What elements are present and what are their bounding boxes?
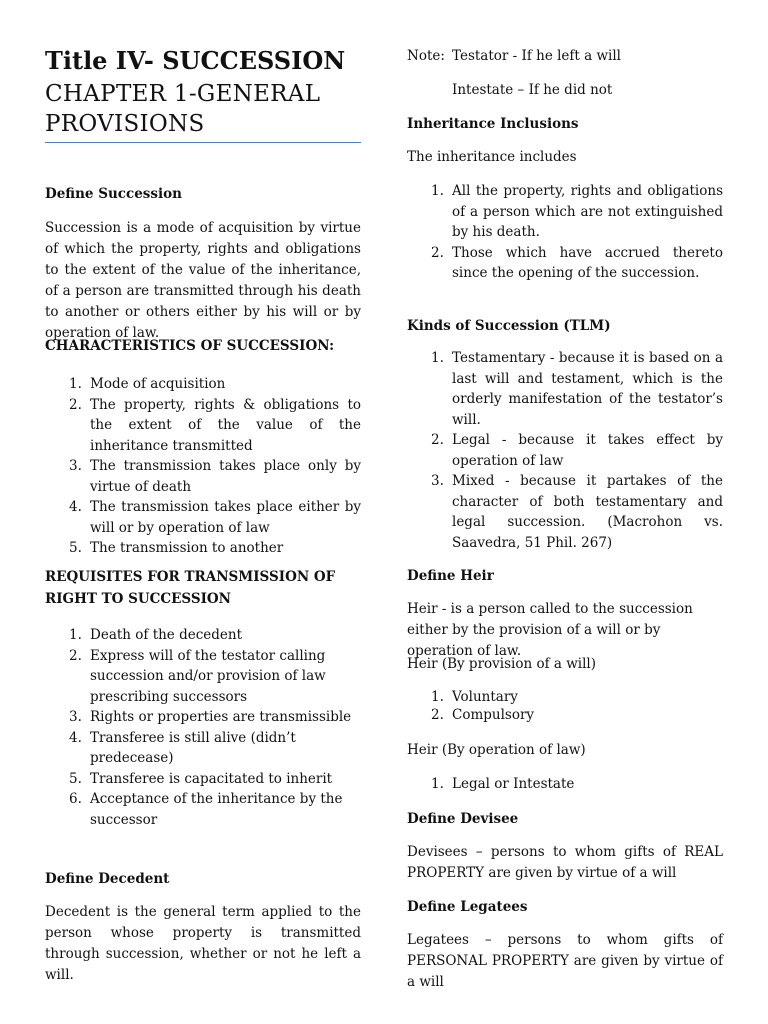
note-intestate: Intestate – If he did not xyxy=(452,82,613,98)
list-item: 1. Voluntary xyxy=(431,689,518,705)
define-heir-heading: Define Heir xyxy=(407,568,494,584)
chapter-title-line-1: CHAPTER 1-GENERAL xyxy=(45,81,321,107)
list-item: 2. The property, rights & obligations to the extent of the value of the inheritance transmitted xyxy=(69,396,361,454)
list-item: 2. Legal - because it takes effect by operation of law xyxy=(431,432,723,469)
characteristics-heading: CHARACTERISTICS OF SUCCESSION: xyxy=(45,338,335,354)
note-testator: Testator - If he left a will xyxy=(452,48,621,64)
list-item: 2. Express will of the testator calling succession and/or provision of law prescribing successors xyxy=(69,647,326,705)
define-succession-heading: Define Succession xyxy=(45,186,182,202)
legatees-text: Legatees – persons to whom gifts of PERSONAL PROPERTY are given by virtue of a will xyxy=(407,932,723,990)
devisee-text: Devisees – persons to whom gifts of REAL PROPERTY are given by virtue of a will xyxy=(407,844,723,881)
requisites-heading: REQUISITES FOR TRANSMISSION OF RIGHT TO SUCCESSION xyxy=(45,569,336,607)
list-item: 4. Transferee is still alive (didn’t predecease) xyxy=(69,729,296,766)
requisites-list xyxy=(45,625,361,830)
inheritance-heading: Inheritance Inclusions xyxy=(407,116,579,132)
define-decedent-heading: Define Decedent xyxy=(45,871,170,887)
list-item: 3. Rights or properties are transmissible xyxy=(69,709,352,725)
list-item: 3. Mixed - because it partakes of the character of both testamentary and legal succession. (Macrohon vs. Saavedra, 51 Phil. 267) xyxy=(431,473,723,551)
define-devisee-heading: Define Devisee xyxy=(407,811,519,827)
chapter-title-line-2: PROVISIONS xyxy=(45,111,205,137)
kinds-list xyxy=(407,348,723,553)
list-item: 5. The transmission to another xyxy=(69,540,284,556)
note-line-1 xyxy=(407,46,723,66)
list-item: 1. Death of the decedent xyxy=(69,627,243,643)
title-divider xyxy=(45,142,361,143)
list-item: 3. The transmission takes place only by virtue of death xyxy=(69,458,361,495)
heir-text: Heir - is a person called to the succession either by the provision of a will or by operation of law. xyxy=(407,601,693,659)
define-succession-text: Succession is a mode of acquisition by virtue of which the property, rights and obligations to the extent of the value of the inheritance, of a person are transmitted through his death to another or others either by his will or by operation of law. xyxy=(45,220,361,341)
list-item: 1. All the property, rights and obligations of a person which are not extinguished by his death. xyxy=(431,183,723,240)
list-item: 1. Mode of acquisition xyxy=(69,376,226,392)
list-item: 5. Transferee is capacitated to inherit xyxy=(69,770,333,787)
list-item: 1. Legal or Intestate xyxy=(431,776,575,792)
page-title: Title IV- SUCCESSION xyxy=(45,46,346,75)
inheritance-intro: The inheritance includes xyxy=(407,149,577,165)
list-item: 6. Acceptance of the inheritance by the successor xyxy=(69,791,343,828)
heir-law-list xyxy=(407,774,723,795)
note-label: Note: xyxy=(407,48,445,64)
define-decedent-text: Decedent is the general term applied to the person whose property is transmitted through succession, whether or not he left a will. xyxy=(45,904,361,983)
define-legatees-heading: Define Legatees xyxy=(407,899,528,915)
list-item: 1. Testamentary - because it is based on a last will and testament, which is the orderly manifestation of the testator’s will. xyxy=(431,350,723,428)
list-item: 2. Those which have accrued thereto since the opening of the succession. xyxy=(431,244,723,281)
heir-will-list xyxy=(407,688,723,724)
heir-law-heading: Heir (By operation of law) xyxy=(407,742,586,758)
list-item: 4. The transmission takes place either by will or by operation of law xyxy=(69,499,361,536)
inheritance-list xyxy=(407,181,723,284)
kinds-heading: Kinds of Succession (TLM) xyxy=(407,318,611,334)
heir-will-heading: Heir (By provision of a will) xyxy=(407,656,596,672)
list-item: 2. Compulsory xyxy=(431,707,535,723)
characteristics-list xyxy=(45,374,361,559)
